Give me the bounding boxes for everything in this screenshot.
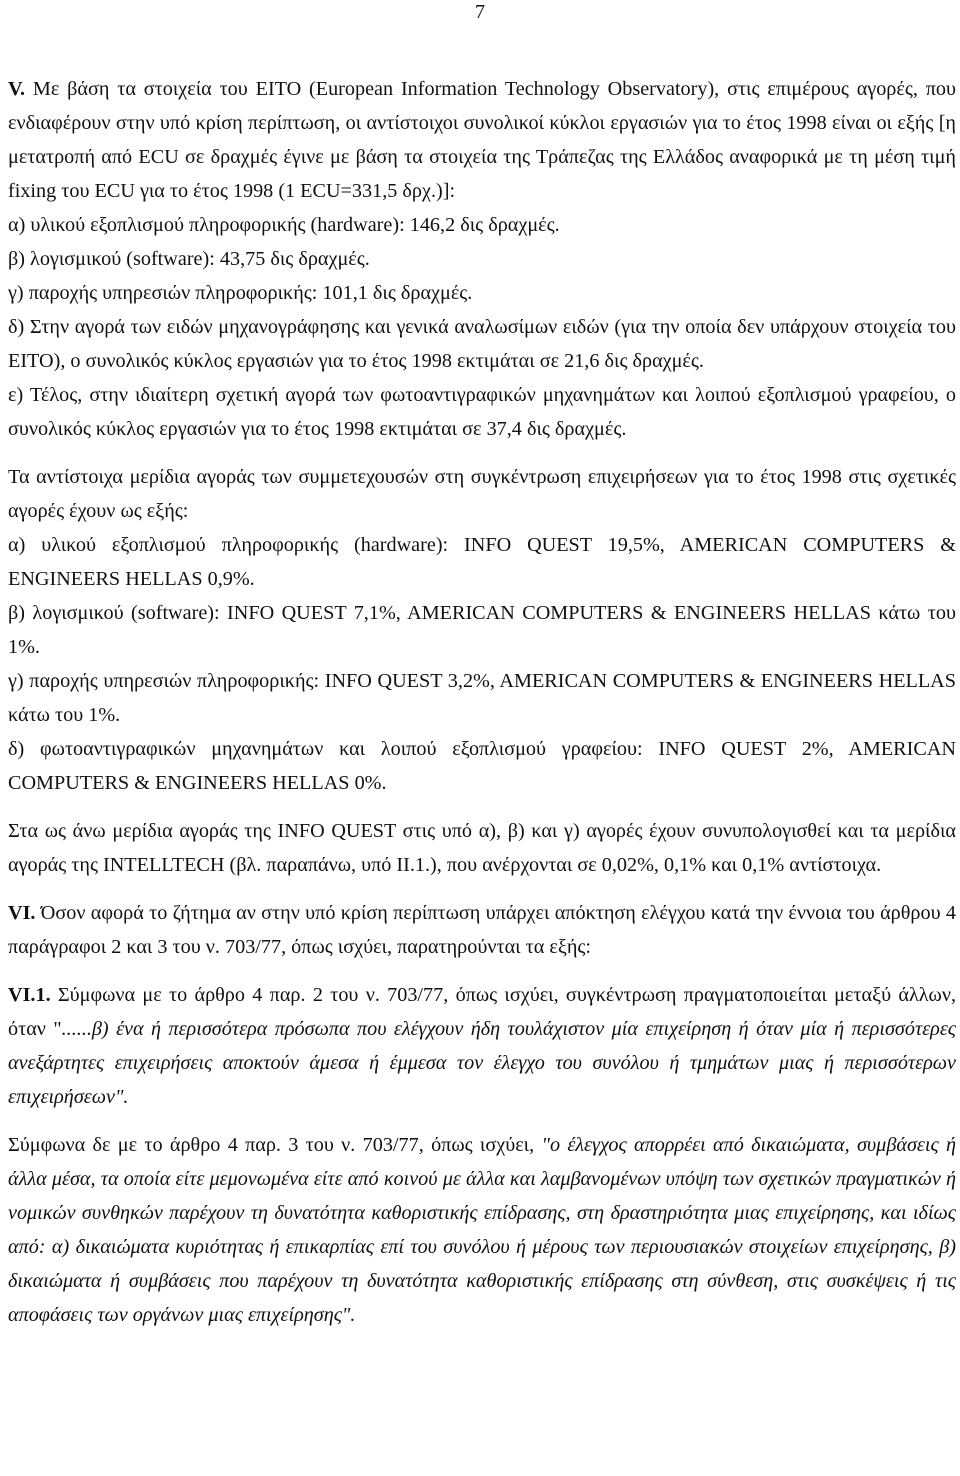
article-4-3 bbox=[8, 1128, 956, 1332]
turnover-services: γ) παροχής υπηρεσιών πληροφορικής: 101,1 δις δραχμές. bbox=[8, 282, 473, 304]
section-v-intro bbox=[8, 72, 956, 208]
turnover-photocopiers: ε) Τέλος, στην ιδιαίτερη σχετική αγορά των φωτοαντιγραφικών μηχανημάτων και λοιπού εξοπλισμού γραφείου, ο συνολικός κύκλος εργασιών για το έτος 1998 εκτιμάται σε 37,4 δις δραχμές. bbox=[8, 384, 956, 440]
section-v-intro-text: Με βάση τα στοιχεία του ΕΙΤΟ (European Information Technology Observatory), στις επιμέρους αγορές, που ενδιαφέρουν στην υπό κρίση περίπτωση, οι αντίστοιχοι συνολικοί κύκλοι εργασιών για το έτος 1998 είναι οι εξής [η μετατροπή από ECU σε δραχμές έγινε με βάση τα στοιχεία της Τράπεζας της Ελλάδος αναφορικά με τη μέση τιμή fixing του ECU για το έτος 1998 (1 ECU=331,5 δρχ.)]: bbox=[8, 78, 957, 202]
intelltech-note: Στα ως άνω μερίδια αγοράς της INFO QUEST στις υπό α), β) και γ) αγορές έχουν συνυπολογισθεί και τα μερίδια αγοράς της INTELLTECH (βλ. παραπάνω, υπό ΙΙ.1.), που ανέρχονται σε 0,02%, 0,1% και 0,1% αντίστοιχα. bbox=[8, 820, 956, 876]
section-vi-1-text: Σύμφωνα με το άρθρο 4 παρ. 2 του ν. 703/77, όπως ισχύει, συγκέντρωση πραγματοποιείται μεταξύ άλλων, όταν " bbox=[8, 984, 956, 1040]
shares-intro: Τα αντίστοιχα μερίδια αγοράς των συμμετεχουσών στη συγκέντρωση επιχειρήσεων για το έτος 1998 στις σχετικές αγορές έχουν ως εξής: bbox=[8, 466, 956, 522]
section-vi-label: VI. bbox=[8, 902, 36, 924]
section-vi bbox=[8, 896, 956, 964]
article-4-3-text: Σύμφωνα δε με το άρθρο 4 παρ. 3 του ν. 703/77, όπως ισχύει, bbox=[8, 1134, 542, 1156]
article-4-3-quote: "ο έλεγχος απορρέει από δικαιώματα, συμβάσεις ή άλλα μέσα, τα οποία είτε μεμονωμένα είτε από κοινού με άλλα και λαμβανομένων υπόψη των σχετικών πραγματικών ή νομικών συνθηκών παρέχουν τη δυνατότητα καθοριστικής επίδρασης, στη δραστηριότητα μιας επιχείρησης, και ιδίως από: α) δικαιώματα κυριότητας ή επικαρπίας επί του συνόλου ή μέρους των περιουσιακών στοιχείων επιχείρησης, β) δικαιώματα ή συμβάσεις που παρέχουν τη δυνατότητα καθοριστικής επίδρασης στη σύνθεση, στις συσκέψεις ή τις αποφάσεις των οργάνων μιας επιχείρησης". bbox=[8, 1134, 956, 1326]
shares-software: β) λογισμικού (software): INFO QUEST 7,1%, AMERICAN COMPUTERS & ENGINEERS HELLAS κάτω του 1%. bbox=[8, 602, 956, 658]
shares-hardware: α) υλικού εξοπλισμού πληροφορικής (hardware): INFO QUEST 19,5%, AMERICAN COMPUTERS & ENGINEERS HELLAS 0,9%. bbox=[8, 534, 956, 590]
article-4-2-quote: ......β) ένα ή περισσότερα πρόσωπα που ελέγχουν ήδη τουλάχιστον μία επιχείρηση ή όταν μία ή περισσότερες ανεξάρτητες επιχειρήσεις αποκτούν άμεσα ή έμμεσα τον έλεγχο του συνόλου ή τμημάτων μιας ή περισσότερων επιχειρήσεων". bbox=[8, 1018, 956, 1108]
shares-photocopiers: δ) φωτοαντιγραφικών μηχανημάτων και λοιπού εξοπλισμού γραφείου: INFO QUEST 2%, AMERICAN COMPUTERS & ENGINEERS HELLAS 0%. bbox=[8, 738, 956, 794]
turnover-consumables: δ) Στην αγορά των ειδών μηχανογράφησης και γενικά αναλωσίμων ειδών (για την οποία δεν υπάρχουν στοιχεία του ΕΙΤΟ), ο συνολικός κύκλος εργασιών για το έτος 1998 εκτιμάται σε 21,6 δις δραχμές. bbox=[8, 316, 956, 372]
section-v-label: V. bbox=[8, 78, 26, 100]
section-vi-1 bbox=[8, 978, 956, 1114]
shares-services: γ) παροχής υπηρεσιών πληροφορικής: INFO QUEST 3,2%, AMERICAN COMPUTERS & ENGINEERS HELLAS κάτω του 1%. bbox=[8, 670, 956, 726]
document-body bbox=[8, 72, 956, 1332]
section-vi-text: Όσον αφορά το ζήτημα αν στην υπό κρίση περίπτωση υπάρχει απόκτηση ελέγχου κατά την έννοια του άρθρου 4 παράγραφοι 2 και 3 του ν. 703/77, όπως ισχύει, παρατηρούνται τα εξής: bbox=[8, 902, 956, 958]
turnover-software: β) λογισμικού (software): 43,75 δις δραχμές. bbox=[8, 248, 370, 270]
page-number: 7 bbox=[475, 1, 485, 23]
section-vi-1-label: VI.1. bbox=[8, 984, 51, 1006]
turnover-hardware: α) υλικού εξοπλισμού πληροφορικής (hardware): 146,2 δις δραχμές. bbox=[8, 214, 560, 236]
